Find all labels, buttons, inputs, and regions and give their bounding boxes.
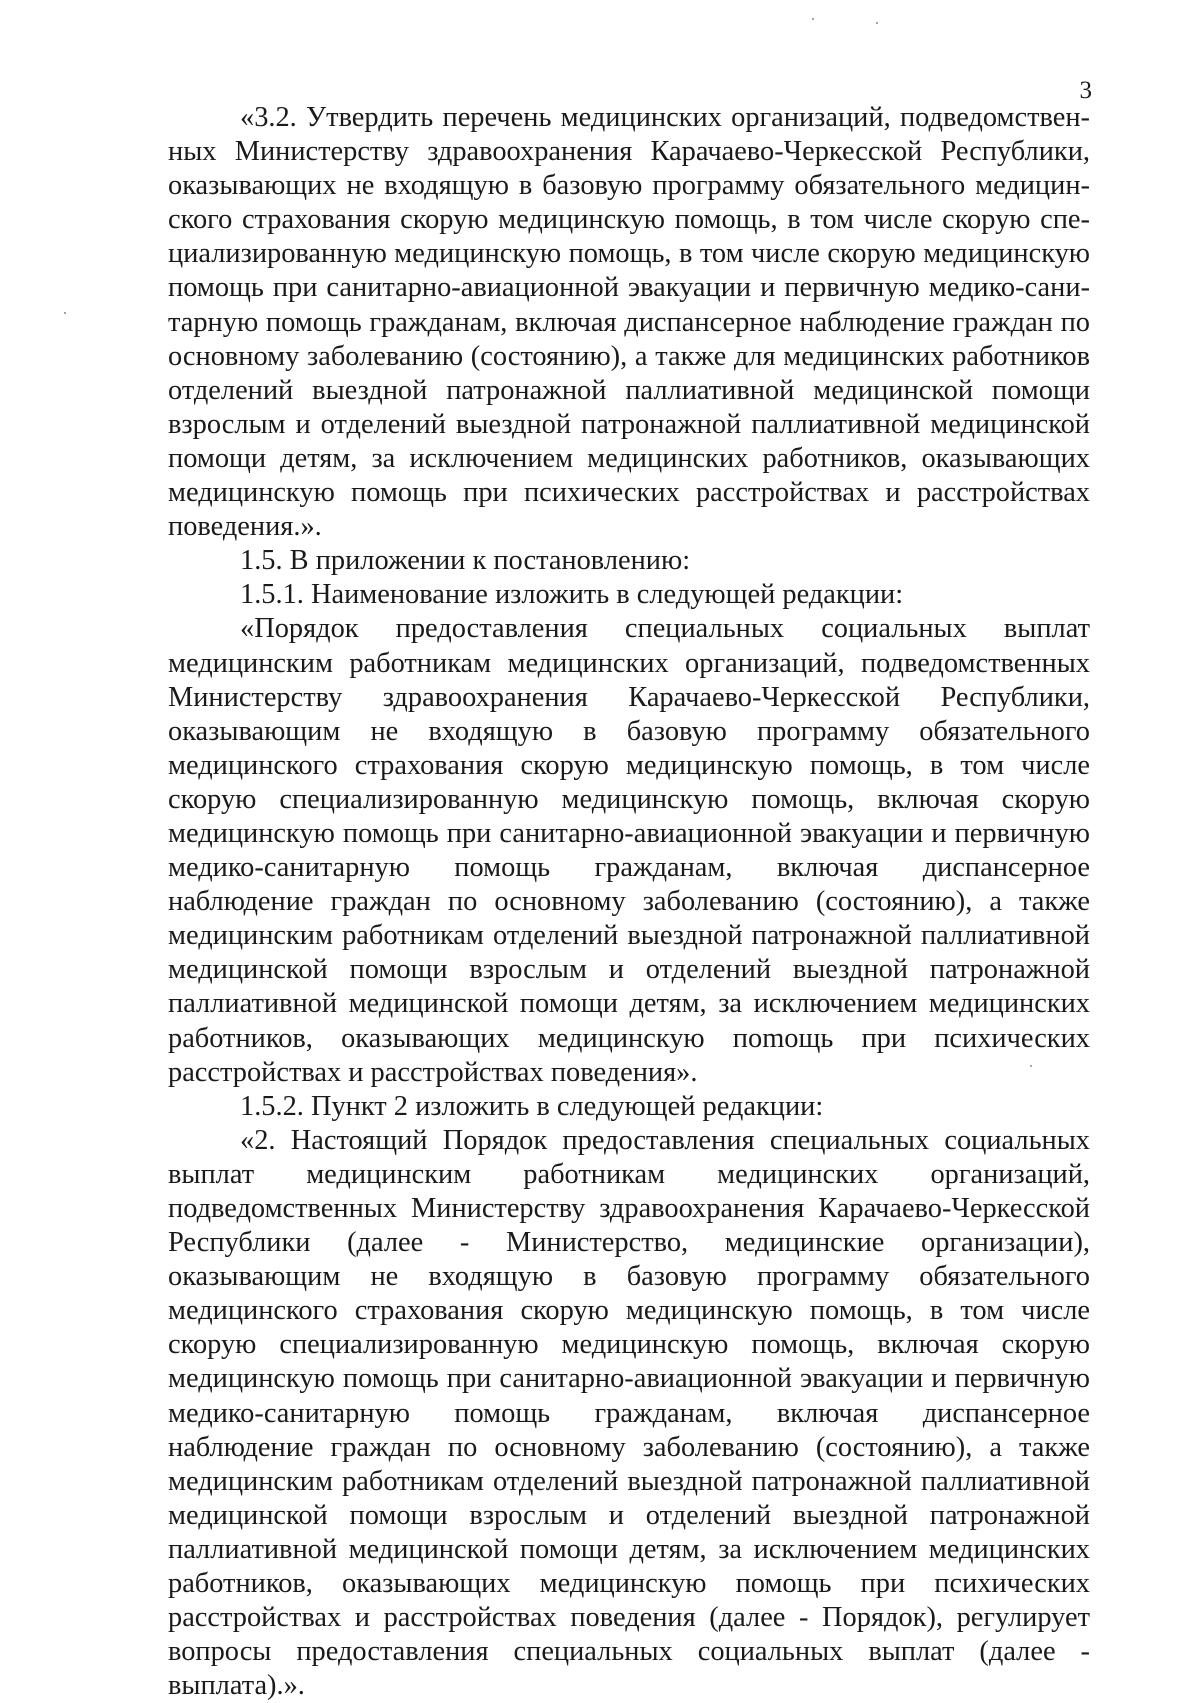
paragraph-1-5: 1.5. В приложении к постановлению: (240, 545, 691, 577)
paragraph-1-5-2: 1.5.2. Пункт 2 изложить в следующей редакции: (240, 1090, 824, 1122)
document-body (168, 101, 1090, 1703)
page-number: 3 (1079, 77, 1092, 104)
paragraph-order-title: «Порядок предоставления специальных социальных выплат медицинским работникам медицинских организаций, подведомственных Министерству здравоохранения Карачаево-Черкесской Республики, оказывающим не входящую в базовую программу обязательного медицинского страхования скорую медицинскую помощь, в том числе скорую специализированную медицинскую помощь, включая скорую медицинскую помощь при санитарно-авиационной эвакуации и первичную медико-санитарную помощь гражданам, включая диспансерное наблюдение граждан по основному заболеванию (состоянию), а также медицинским работникам отделений выездной патронажной паллиативной медицинской помощи взрослым и отделений выездной патронажной паллиативной медицинской помощи детям, за исключением медицинских работников, оказывающих медицинскую поmощь при психических расстройствах и расстройствах поведения». (168, 613, 1090, 1088)
paragraph-clause-2: «2. Настоящий Порядок предоставления специальных социальных выплат медицинским работникам медицинских организаций, подведомственных Министерству здравоохранения Карачаево-Черкесской Республики (далее - Министерство, медицинские организации), оказывающим не входящую в базовую программу обязательного медицинского страхования скорую медицинскую помощь, в том числе скорую специализированную медицинскую помощь, включая скорую медицинскую помощь при санитарно-авиационной эвакуации и первичную медико-санитарную помощь гражданам, включая диспансерное наблюдение граждан по основному заболеванию (состоянию), а также медицинским работникам отделений выездной патронажной паллиативной медицинской помощи взрослым и отделений выездной патронажной паллиативной медицинской помощи детям, за исключением медицинских работников, оказывающих медицинскую помощь при психических расстройствах и расстройствах поведения (далее - Порядок), регулирует вопросы предоставления специальных социальных выплат (далее - выплата).». (168, 1124, 1090, 1702)
paragraph-3-2: «3.2. Утвердить перечень медицинских организаций, подведомственных Министерству здравоохранения Карачаево-Черкесской Республики, оказывающих не входящую в базовую программу обязательного медицинского страхования скорую медицинскую помощь, в том числе скорую специализированную медицинскую помощь, в том числе скорую медицинскую помощь при санитарно-авиационной эвакуации и первичную медико-санитарную помощь гражданам, включая диспансерное наблюдение граждан по основному заболеванию (состоянию), а также для медицинских работников отделений выездной патронажной паллиативной медицинской помощи взрослым и отделений выездной патронажной паллиативной медицинской помощи детям, за исключением медицинских работников, оказывающих медицинскую помощь при психических расстройствах и расстройствах поведения.». (168, 102, 1090, 543)
scan-speck (64, 312, 66, 314)
scan-speck (876, 22, 878, 24)
scan-speck (812, 18, 814, 20)
paragraph-1-5-1: 1.5.1. Наименование изложить в следующей редакции: (240, 579, 904, 611)
scan-speck (1030, 1065, 1032, 1067)
